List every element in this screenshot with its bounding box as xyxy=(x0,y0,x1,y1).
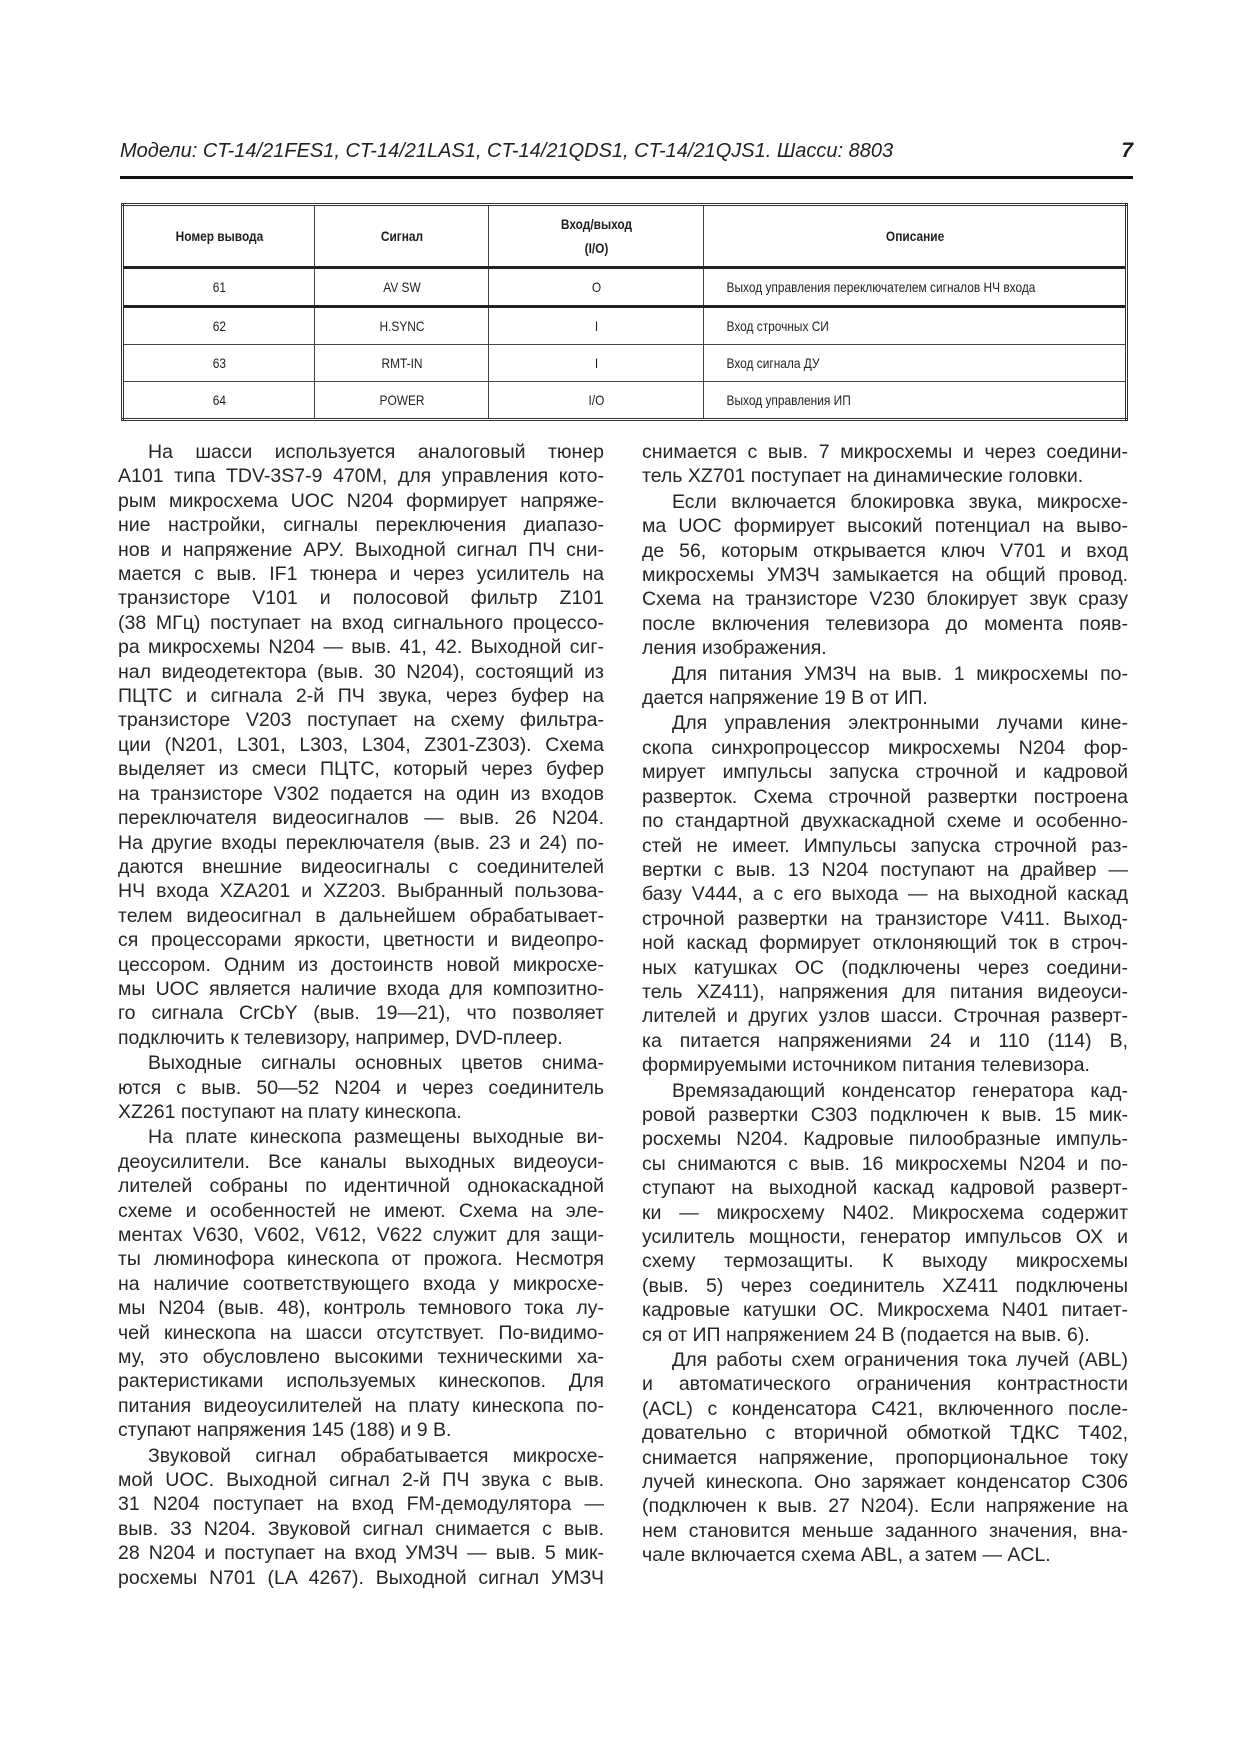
table-header-row xyxy=(123,205,1127,268)
text-line: ты люминофора кинескопа от прожога. Несмотря xyxy=(118,1248,604,1271)
text-line: разверток. Схема строчной развертки построена xyxy=(642,785,1128,808)
io-cell: I xyxy=(505,307,688,345)
text-line: нал видеодетектора (выв. 30 N204), состоящий из xyxy=(118,660,604,683)
text-line: мой UOC. Выходной сигнал 2-й ПЧ звука с выв. xyxy=(118,1469,604,1492)
text-line: дается напряжение 19 В от ИП. xyxy=(642,687,928,710)
text-line: строчной развертки на транзисторе V411. Выход- xyxy=(642,907,1128,930)
header-signal: Сигнал xyxy=(328,205,476,268)
io-cell: O xyxy=(505,268,688,307)
text-line: 31 N204 поступает на вход FM-демодулятора — xyxy=(118,1493,604,1516)
text-line: телем видеосигнал в дальнейшем обрабатывает- xyxy=(118,904,604,927)
text-line: Для питания УМЗЧ на выв. 1 микросхемы по- xyxy=(672,662,1128,685)
text-line: выв. 33 N204. Звуковой сигнал снимается с выв. xyxy=(118,1517,604,1540)
text-line: тель XZ701 поступает на динамические головки. xyxy=(642,465,1084,488)
text-line: Для работы схем ограничения тока лучей (ABL) xyxy=(672,1349,1128,1372)
text-line: транзисторе V101 и полосовой фильтр Z101 xyxy=(118,587,604,610)
text-line: нов и напряжение АРУ. Выходной сигнал ПЧ сни- xyxy=(118,538,604,561)
text-line: снимается напряжение, пропорциональное току xyxy=(642,1446,1128,1469)
text-line: му, это обусловлено высокими техническими ха- xyxy=(118,1346,604,1369)
text-line: Для управления электронными лучами кине- xyxy=(672,712,1128,735)
text-line: мирует импульсы запуска строчной и кадровой xyxy=(642,761,1128,784)
text-line: лучей кинескопа. Оно заряжает конденсатор C306 xyxy=(642,1471,1128,1494)
text-line: ма UOC формирует высокий потенциал на выво- xyxy=(642,515,1128,538)
text-line: Времязадающий конденсатор генератора кад- xyxy=(672,1079,1128,1102)
paragraph xyxy=(642,440,1128,489)
description-text: Выход управления ИП xyxy=(726,392,851,408)
text-line: XZ261 поступают на плату кинескопа. xyxy=(118,1100,462,1123)
text-line: мается с выв. IF1 тюнера и через усилитель на xyxy=(118,563,604,586)
description-cell xyxy=(704,268,1064,307)
paragraph xyxy=(118,1125,604,1442)
text-line: росхемы N204. Кадровые пилообразные импуль- xyxy=(642,1128,1128,1151)
text-column-right xyxy=(642,440,1128,1569)
text-line: На плате кинескопа размещены выходные ви- xyxy=(148,1126,604,1149)
text-line: На другие входы переключателя (выв. 23 и 24) по- xyxy=(118,831,604,854)
signal-cell: RMT-IN xyxy=(328,345,476,382)
text-line: чей кинескопа на шасси отсутствует. По-видимо- xyxy=(118,1321,604,1344)
text-line: де 56, которым открывается ключ V701 и вход xyxy=(642,539,1128,562)
description-cell xyxy=(704,382,1064,420)
text-line: подключить к телевизору, например, DVD-плеер. xyxy=(118,1026,563,1049)
paragraph xyxy=(118,1051,604,1124)
text-line: переключателя видеосигналов — выв. 26 N204. xyxy=(118,807,604,830)
header-description: Описание xyxy=(735,205,1095,268)
text-line: (38 МГц) поступает на вход сигнального процессо- xyxy=(118,611,604,634)
paragraph xyxy=(118,440,604,1050)
paragraph xyxy=(118,1444,604,1590)
header-rule xyxy=(120,176,1133,179)
header-io xyxy=(505,205,688,268)
description-text: Вход строчных СИ xyxy=(726,318,829,334)
text-line: базу V444, а с его выхода — на выходной каскад xyxy=(642,883,1128,906)
text-line: (ACL) с конденсатора C421, включенного после- xyxy=(642,1397,1128,1420)
pin-number-cell: 61 xyxy=(137,268,300,307)
table-row xyxy=(123,382,1127,420)
text-line: ных катушках ОС (подключены через соедини- xyxy=(642,956,1128,979)
io-cell: I xyxy=(505,345,688,382)
text-line: стей не имеет. Импульсы запуска строчной раз- xyxy=(642,834,1128,857)
text-line: A101 типа TDV-3S7-9 470M, для управления кото- xyxy=(118,465,604,488)
text-line: и автоматического ограничения контрастности xyxy=(642,1373,1128,1396)
text-line: довательно с вторичной обмоткой ТДКС T402, xyxy=(642,1422,1128,1445)
description-text: Выход управления переключателем сигналов НЧ входа xyxy=(726,279,1035,295)
text-line: ступают напряжения 145 (188) и 9 В. xyxy=(118,1419,452,1442)
table-row xyxy=(123,268,1127,307)
text-line: ся от ИП напряжением 24 В (подается на выв. 6). xyxy=(642,1323,1090,1346)
text-line: усилитель мощности, генератор импульсов ОХ и xyxy=(642,1226,1128,1248)
text-line: деоусилители. Все каналы выходных видеоуси- xyxy=(118,1150,604,1173)
description-cell xyxy=(704,307,1064,345)
text-line: лителей собраны по идентичной однокаскадной xyxy=(118,1175,604,1198)
text-line: (подключен к выв. 27 N204). Если напряжение на xyxy=(642,1495,1128,1518)
table-row xyxy=(123,307,1127,345)
paragraph xyxy=(642,711,1128,1077)
text-line: вертки с выв. 13 N204 поступают на драйвер — xyxy=(642,858,1128,881)
description-cell xyxy=(704,345,1064,382)
text-line: нем становится меньше заданного значения, вна- xyxy=(642,1519,1128,1542)
text-line: чале включается схема ABL, а затем — ACL. xyxy=(642,1544,1051,1567)
text-line: ка питается напряжениями 24 и 110 (114) В, xyxy=(642,1029,1128,1052)
text-line: ются с выв. 50—52 N204 и через соединитель xyxy=(118,1076,604,1099)
text-line: по стандартной двухкаскадной схеме и особенно- xyxy=(642,810,1128,833)
pin-table xyxy=(121,203,1128,421)
text-line: формируемыми источником питания телевизора. xyxy=(642,1054,1090,1077)
text-line: кадровые катушки ОС. Микросхема N401 питает- xyxy=(642,1299,1128,1322)
pin-number-cell: 62 xyxy=(137,307,300,345)
text-line: го сигнала CrCbY (выв. 19—21), что позволяет xyxy=(118,1002,604,1025)
page-number: 7 xyxy=(1121,139,1133,162)
header-title: Модели: CT-14/21FES1, CT-14/21LAS1, CT-14/21QDS1, CT-14/21QJS1. Шасси: 8803 xyxy=(120,140,894,162)
header-io-line1: Вход/выход xyxy=(560,216,632,232)
paragraph xyxy=(642,1079,1128,1347)
text-line: на транзисторе V302 подается на один из входов xyxy=(118,782,604,805)
text-line: Схема на транзисторе V230 блокирует звук сразу xyxy=(642,588,1128,611)
text-line: ние настройки, сигналы переключения диапазо- xyxy=(118,514,604,537)
text-line: после включения телевизора до момента появ- xyxy=(642,612,1128,635)
paragraph xyxy=(642,490,1128,661)
signal-cell: AV SW xyxy=(328,268,476,307)
text-line: 28 N204 и поступает на вход УМЗЧ — выв. 5 мик- xyxy=(118,1542,604,1565)
text-line: питания видеоусилителей на плату кинескопа по- xyxy=(118,1394,604,1417)
text-line: схему термозащиты. К выходу микросхемы xyxy=(642,1250,1128,1273)
text-line: схеме и особенностей не имеют. Схема на эле- xyxy=(118,1199,604,1222)
header-io-line2: (I/O) xyxy=(584,240,608,256)
header-pin-number: Номер вывода xyxy=(137,205,300,268)
text-line: снимается с выв. 7 микросхемы и через соедини- xyxy=(642,441,1128,463)
text-line: ра микросхемы N204 — выв. 41, 42. Выходной сиг- xyxy=(118,636,604,659)
text-line: мы UOC является наличие входа для композитно- xyxy=(118,977,604,1000)
text-line: выделяет из смеси ПЦТС, который через буфер xyxy=(118,758,604,781)
text-line: Выходные сигналы основных цветов снима- xyxy=(148,1052,604,1075)
running-header xyxy=(120,140,1133,174)
text-line: микросхемы УМЗЧ замыкается на общий провод. xyxy=(642,564,1128,587)
text-column-left xyxy=(118,440,604,1591)
io-cell: I/O xyxy=(505,382,688,420)
text-line: Звуковой сигнал обрабатывается микросхе- xyxy=(148,1444,604,1467)
signal-cell: POWER xyxy=(328,382,476,420)
pin-number-cell: 63 xyxy=(137,345,300,382)
text-line: тель XZ411), напряжения для питания видеоуси- xyxy=(642,980,1128,1003)
text-line: ПЦТС и сигнала 2-й ПЧ звука, через буфер на xyxy=(118,685,604,708)
text-line: ки — микросхему N402. Микросхема содержит xyxy=(642,1201,1128,1224)
text-line: рактеристиками используемых кинескопов. Для xyxy=(118,1370,604,1393)
description-text: Вход сигнала ДУ xyxy=(726,355,820,371)
text-line: мы N204 (выв. 48), контроль темнового тока лу- xyxy=(118,1297,604,1320)
paragraph xyxy=(642,1348,1128,1568)
table-row xyxy=(123,345,1127,382)
text-line: НЧ входа XZA201 и XZ203. Выбранный пользова- xyxy=(118,880,604,903)
text-line: на наличие соответствующего входа у микросхе- xyxy=(118,1272,604,1295)
text-line: ровой развертки C303 подключен к выв. 15 мик- xyxy=(642,1103,1128,1126)
text-line: лителей и других узлов шасси. Строчная разверт- xyxy=(642,1005,1128,1028)
text-line: цессором. Одним из достоинств новой микросхе- xyxy=(118,953,604,976)
text-line: ступают на выходной каскад кадровой разверт- xyxy=(642,1177,1128,1200)
text-line: транзисторе V203 поступает на схему фильтра- xyxy=(118,709,604,732)
text-line: ной каскад формирует отклоняющий ток в строч- xyxy=(642,932,1128,955)
signal-cell: H.SYNC xyxy=(328,307,476,345)
text-line: рым микросхема UOC N204 формирует напряже- xyxy=(118,489,604,512)
text-line: (выв. 5) через соединитель XZ411 подключены xyxy=(642,1274,1128,1297)
paragraph xyxy=(642,662,1128,711)
text-line: ментах V630, V602, V612, V622 служит для защи- xyxy=(118,1224,604,1246)
text-line: скопа синхропроцессор микросхемы N204 фор- xyxy=(642,736,1128,759)
text-line: ции (N201, L301, L303, L304, Z301-Z303). Схема xyxy=(118,733,604,756)
text-line: На шасси используется аналоговый тюнер xyxy=(148,441,604,463)
text-line: ся процессорами яркости, цветности и видеопро- xyxy=(118,929,604,952)
text-line: росхемы N701 (LA 4267). Выходной сигнал УМЗЧ xyxy=(118,1566,604,1589)
text-line: сы снимаются с выв. 16 микросхемы N204 и по- xyxy=(642,1152,1128,1175)
pin-number-cell: 64 xyxy=(137,382,300,420)
text-line: ления изображения. xyxy=(642,637,827,660)
text-line: Если включается блокировка звука, микросхе- xyxy=(672,490,1128,513)
text-line: даются внешние видеосигналы с соединителей xyxy=(118,855,604,878)
